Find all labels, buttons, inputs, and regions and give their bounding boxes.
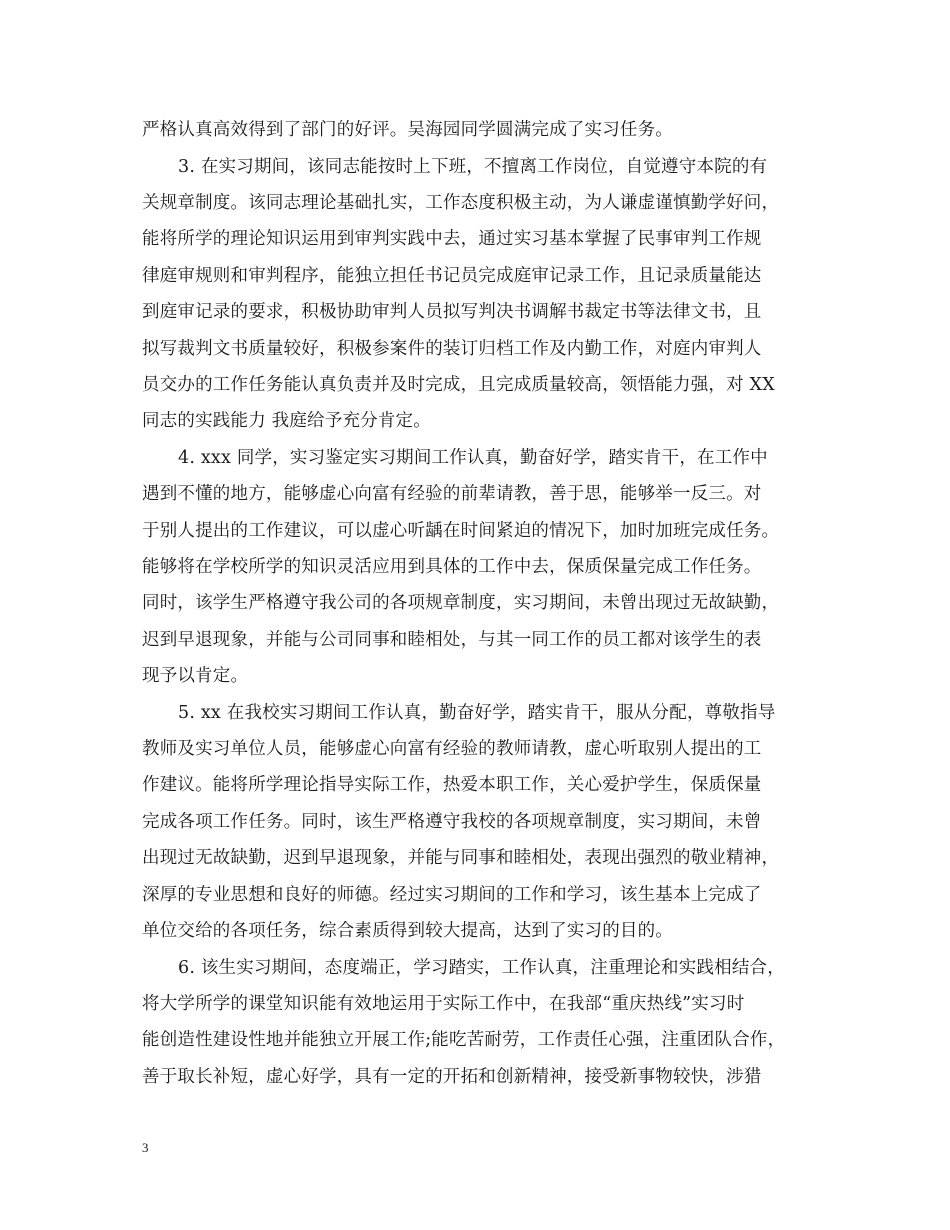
text-line: 出现过无故缺勤，迟到早退现象，并能与同事和睦相处，表现出强烈的敬业精神， xyxy=(142,848,780,868)
text-line: 同志的实践能力 我庭给予充分肯定。 xyxy=(142,411,431,431)
text-line: 迟到早退现象，并能与公司同事和睦相处，与其一同工作的员工都对该学生的表 xyxy=(142,630,762,650)
text-line: 教师及实习单位人员，能够虚心向富有经验的教师请教，虚心听取别人提出的工 xyxy=(142,739,762,759)
text-line: 同时，该学生严格遵守我公司的各项规章制度，实习期间，未曾出现过无故缺勤， xyxy=(142,593,780,613)
page-number: 3 xyxy=(142,1140,149,1155)
text-line: 律庭审规则和审判程序，能独立担任书记员完成庭审记录工作，且记录质量能达 xyxy=(142,266,762,286)
paragraph-3-start: 3. 在实习期间，该同志能按时上下班，不擅离工作岗位，自觉遵守本院的有 xyxy=(178,157,768,177)
text-line: 善于取长补短，虚心好学，具有一定的开拓和创新精神，接受新事物较快，涉猎 xyxy=(142,1067,762,1087)
text-line: 作建议。能将所学理论指导实际工作，热爱本职工作，关心爱护学生，保质保量 xyxy=(142,775,762,795)
text-line: 到庭审记录的要求，积极协助审判人员拟写判决书调解书裁定书等法律文书，且 xyxy=(142,302,762,322)
text-line: 现予以肯定。 xyxy=(142,666,249,686)
text-line: 能创造性建设性地并能独立开展工作;能吃苦耐劳，工作责任心强，注重团队合作， xyxy=(142,1030,786,1050)
text-line: 将大学所学的课堂知识能有效地运用于实际工作中，在我部“重庆热线”实习时 xyxy=(142,994,745,1014)
paragraph-6-start: 6. 该生实习期间，态度端正，学习踏实，工作认真，注重理论和实践相结合， xyxy=(178,958,785,978)
paragraph-4-start: 4. xxx 同学，实习鉴定实习期间工作认真，勤奋好学，踏实肯干，在工作中 xyxy=(178,448,768,468)
text-line: 完成各项工作任务。同时，该生严格遵守我校的各项规章制度，实习期间，未曾 xyxy=(142,812,762,832)
text-line: 遇到不懂的地方，能够虚心向富有经验的前辈请教，善于思，能够举一反三。对 xyxy=(142,484,762,504)
text-line: 能将所学的理论知识运用到审判实践中去，通过实习基本掌握了民事审判工作规 xyxy=(142,229,762,249)
text-line: 员交办的工作任务能认真负责并及时完成，且完成质量较高，领悟能力强，对 XX xyxy=(142,375,775,395)
text-line: 关规章制度。该同志理论基础扎实，工作态度积极主动，为人谦虚谨慎勤学好问， xyxy=(142,193,780,213)
text-line: 能够将在学校所学的知识灵活应用到具体的工作中去，保质保量完成工作任务。 xyxy=(142,557,762,577)
text-line: 严格认真高效得到了部门的好评。吴海园同学圆满完成了实习任务。 xyxy=(142,120,673,140)
paragraph-5-start: 5. xx 在我校实习期间工作认真，勤奋好学，踏实肯干，服从分配，尊敬指导 xyxy=(178,703,776,723)
text-line: 拟写裁判文书质量较好，积极参案件的装订归档工作及内勤工作，对庭内审判人 xyxy=(142,339,762,359)
text-line: 于别人提出的工作建议，可以虚心听龋在时间紧迫的情况下，加时加班完成任务。 xyxy=(142,521,780,541)
text-line: 深厚的专业思想和良好的师德。经过实习期间的工作和学习，该生基本上完成了 xyxy=(142,885,762,905)
text-line: 单位交给的各项任务，综合素质得到较大提高，达到了实习的目的。 xyxy=(142,921,673,941)
